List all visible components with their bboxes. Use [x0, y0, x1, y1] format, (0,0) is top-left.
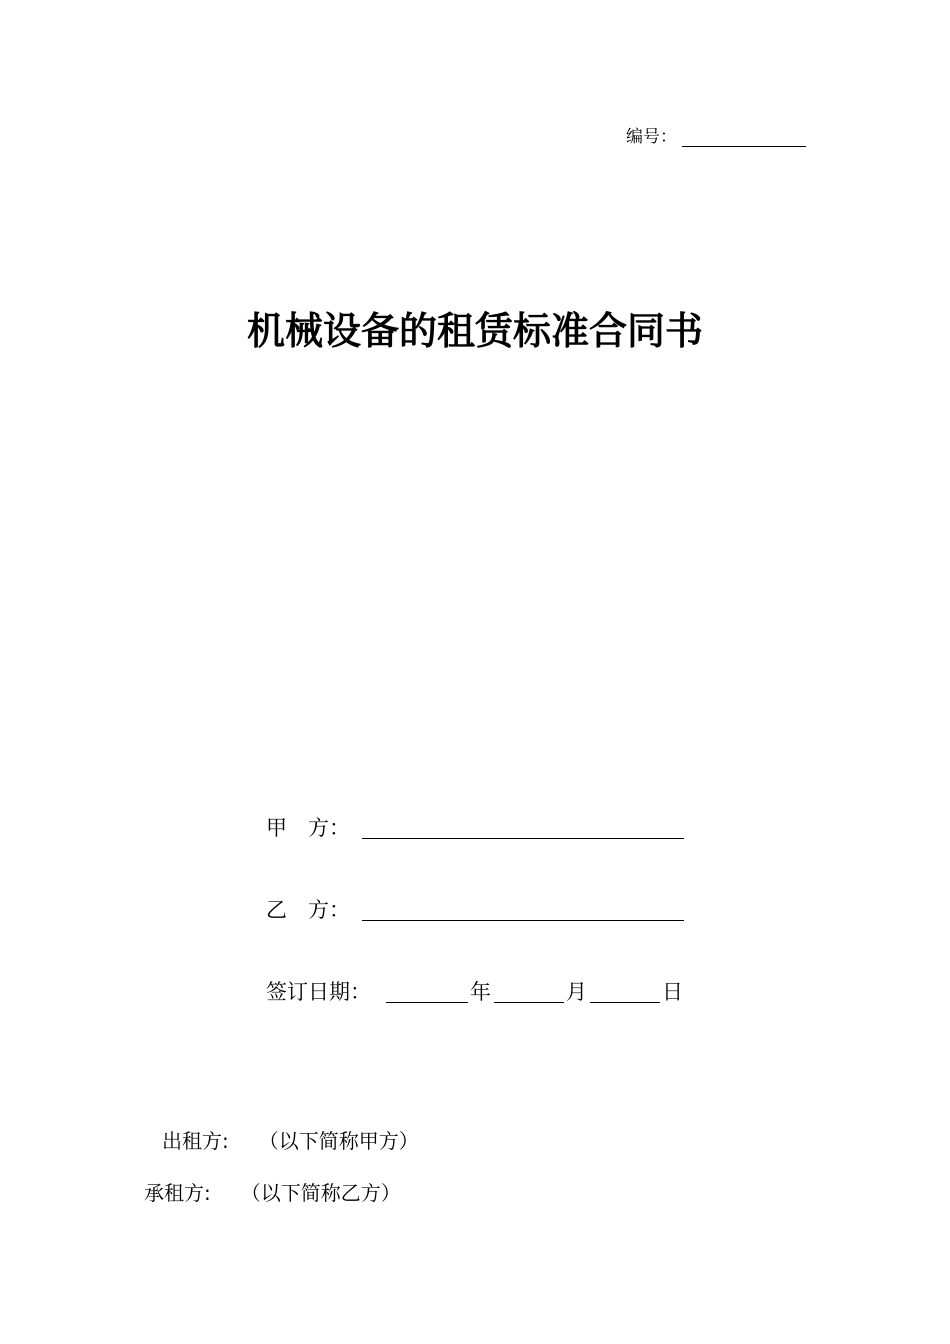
signing-month-blank[interactable] — [494, 1002, 564, 1003]
lessee-line — [144, 1180, 401, 1206]
day-label: 日 — [662, 980, 683, 1004]
signing-date-label: 签订日期： — [266, 980, 371, 1004]
signing-day-blank[interactable] — [590, 1002, 660, 1003]
year-label: 年 — [470, 980, 491, 1004]
serial-number-label: 编号： — [626, 127, 677, 147]
serial-number-blank[interactable] — [682, 146, 806, 147]
party-a-label: 甲 方： — [266, 816, 350, 840]
party-b-label: 乙 方： — [266, 898, 350, 922]
signing-year-blank[interactable] — [386, 1002, 468, 1003]
lessee-label: 承租方: — [144, 1181, 211, 1205]
party-a-blank[interactable] — [362, 838, 684, 839]
lessor-label: 出租方: — [162, 1129, 229, 1153]
party-b-blank[interactable] — [362, 920, 684, 921]
document-title: 机械设备的租赁标准合同书 — [246, 308, 703, 353]
lessee-note: （以下简称乙方） — [240, 1181, 401, 1205]
lessor-line — [162, 1128, 419, 1154]
month-label: 月 — [566, 980, 587, 1004]
lessor-note: （以下简称甲方） — [258, 1129, 419, 1153]
